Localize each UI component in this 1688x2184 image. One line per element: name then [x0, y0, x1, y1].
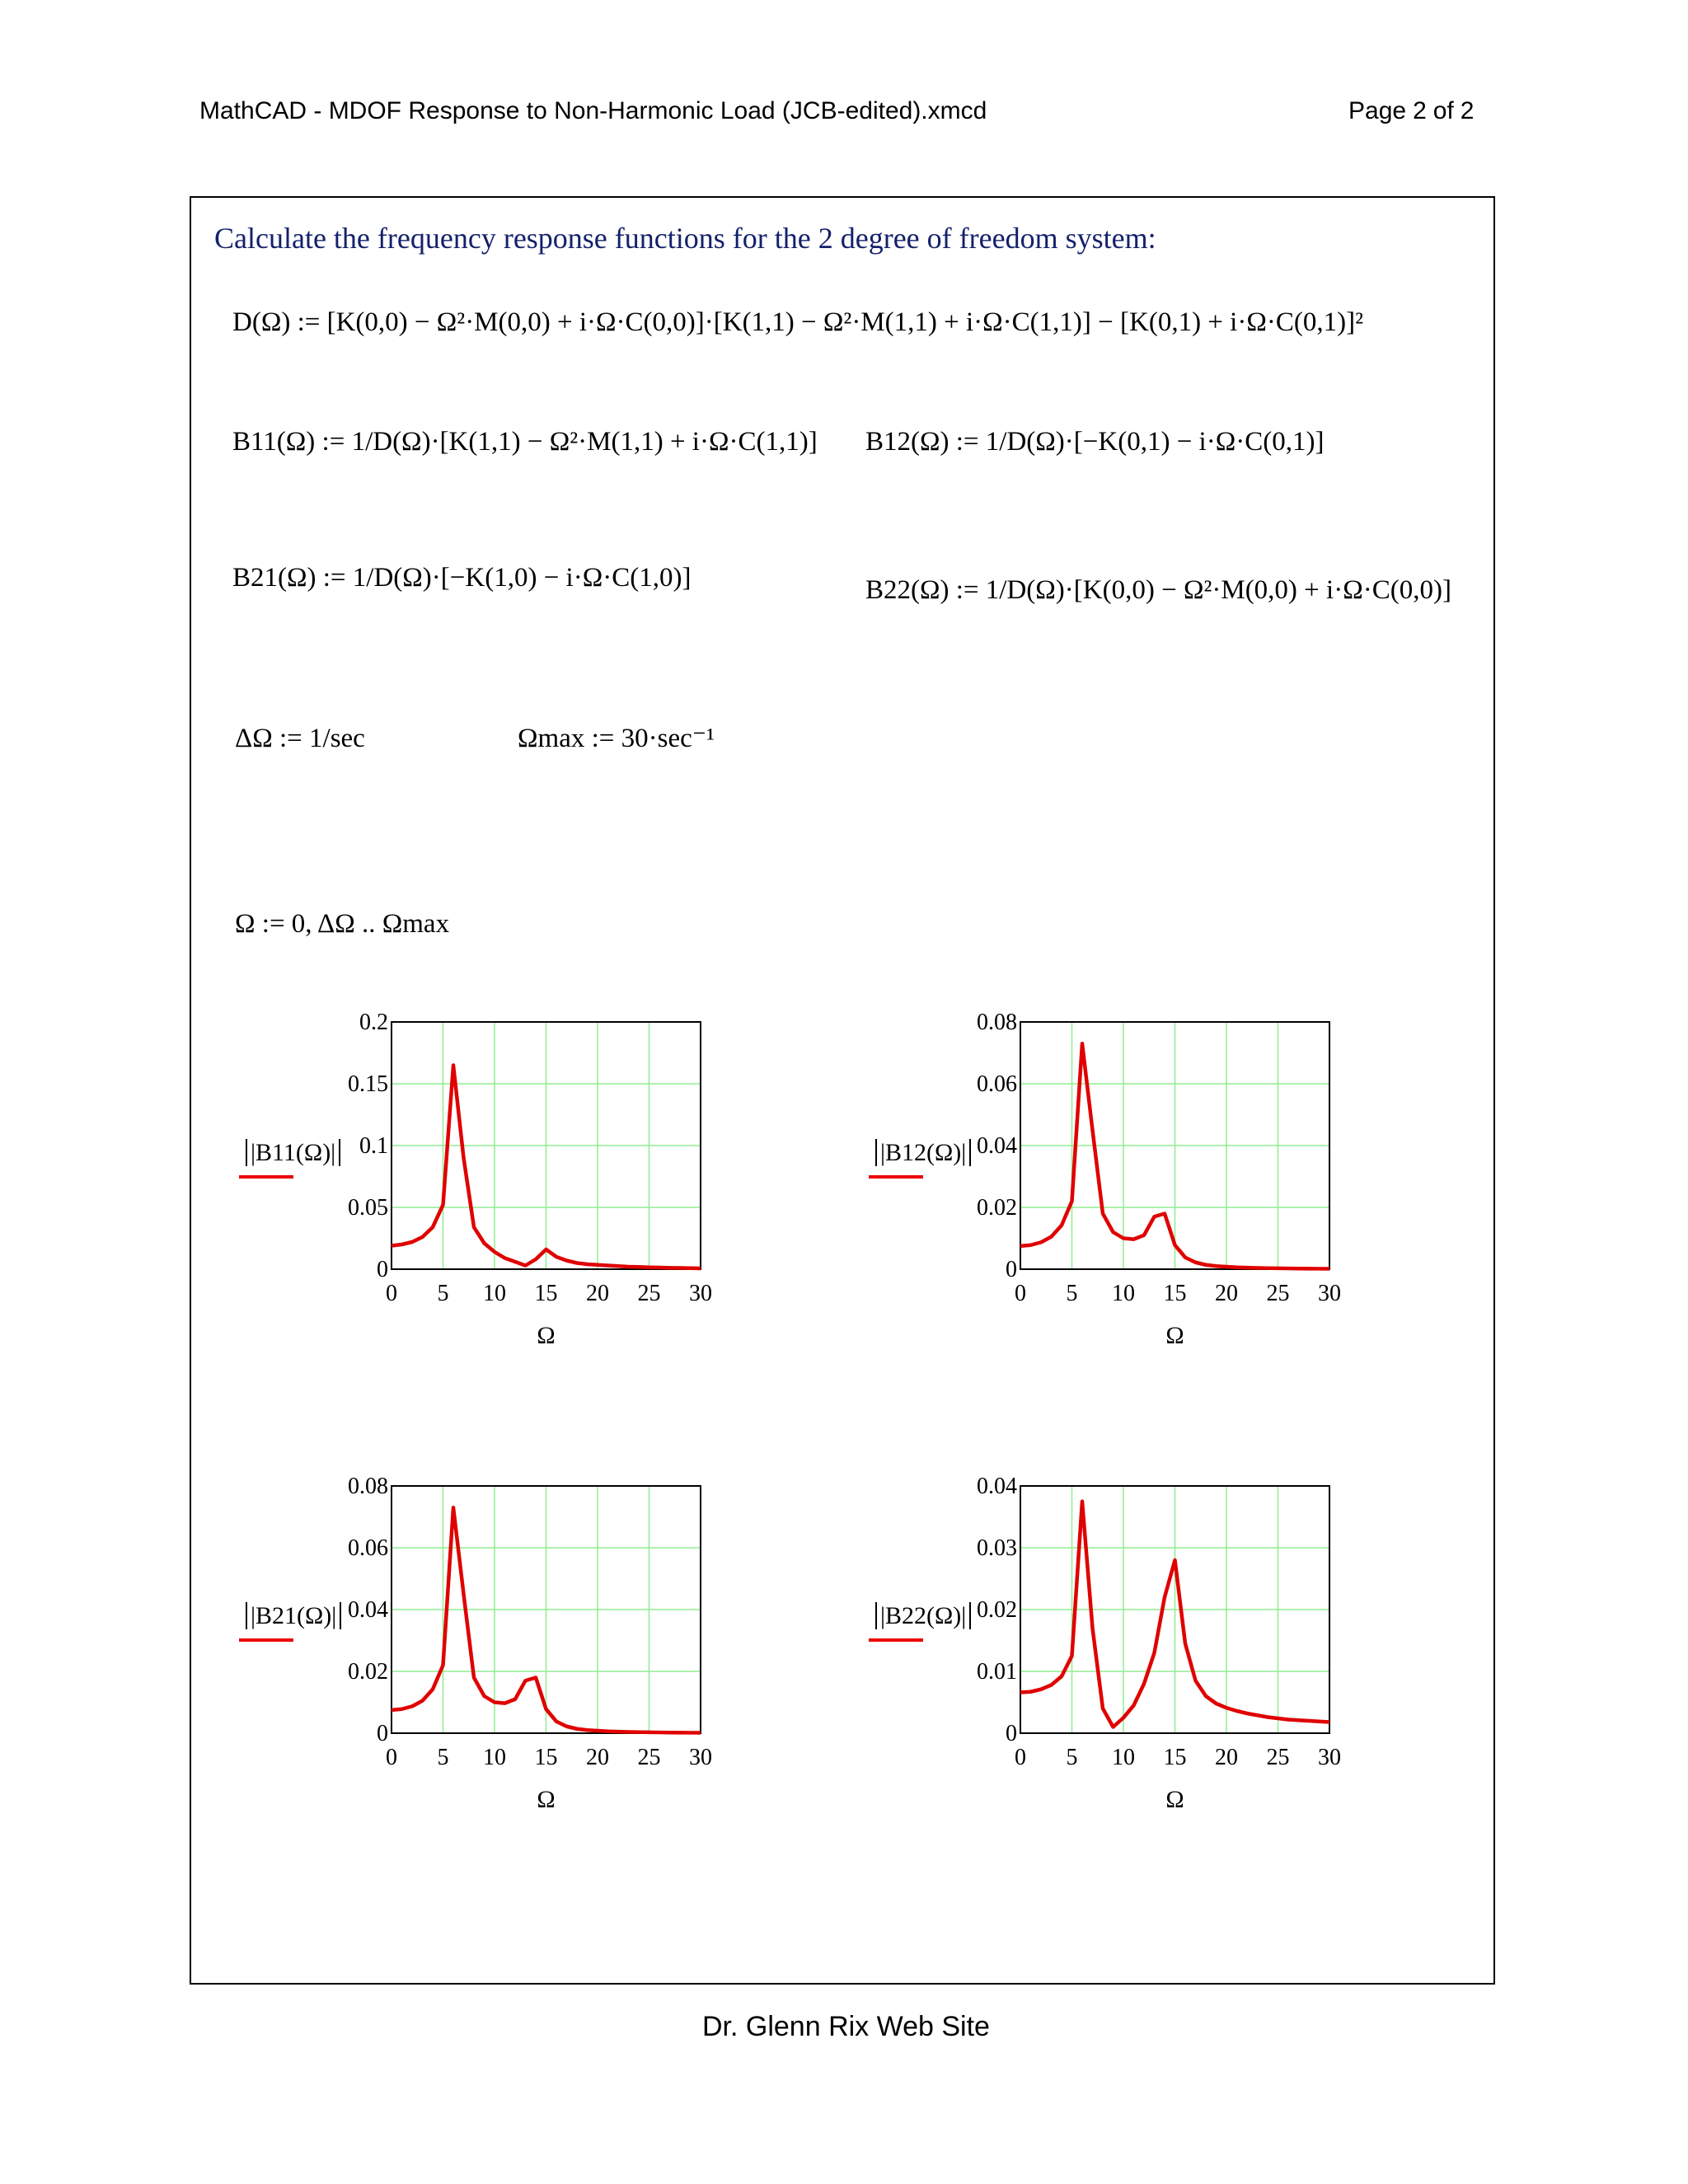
legend-line-B21	[239, 1638, 293, 1642]
document-title: MathCAD - MDOF Response to Non-Harmonic Load (JCB-edited).xmcd	[199, 97, 987, 124]
footer-text: Dr. Glenn Rix Web Site	[702, 2011, 990, 2042]
y-tick-label: 0	[1006, 1257, 1017, 1282]
y-tick-label: 0	[1006, 1721, 1017, 1746]
x-tick-label: 30	[689, 1745, 712, 1770]
equation-delta-omega: ΔΩ := 1/sec	[235, 724, 365, 753]
y-tick-label: 0.02	[977, 1195, 1017, 1221]
x-tick-label: 10	[1112, 1281, 1135, 1306]
y-tick-label: 0.15	[348, 1071, 388, 1097]
x-tick-label: 20	[586, 1745, 609, 1770]
x-tick-label: 15	[1163, 1281, 1187, 1306]
plot-label-B12: |B12(Ω)|	[875, 1139, 971, 1167]
plot-B11	[330, 1010, 717, 1364]
y-tick-label: 0.2	[359, 1010, 388, 1035]
x-tick-label: 25	[1266, 1745, 1290, 1770]
plot-B21	[330, 1474, 717, 1828]
y-tick-label: 0	[377, 1721, 388, 1746]
page-number: 2	[1413, 97, 1427, 124]
y-tick-label: 0.04	[348, 1597, 388, 1623]
y-tick-label: 0.03	[977, 1535, 1017, 1561]
equation-B12: B12(Ω) := 1/D(Ω)·[−K(0,1) − i·Ω·C(0,1)]	[865, 427, 1325, 457]
x-tick-label: 10	[1112, 1745, 1135, 1770]
of-word: of	[1432, 97, 1454, 124]
page-word: Page	[1348, 97, 1407, 124]
y-tick-label: 0.02	[348, 1659, 388, 1685]
intro-text: Calculate the frequency response functions for the 2 degree of freedom system:	[214, 222, 1156, 255]
x-tick-label: 20	[586, 1281, 609, 1306]
y-tick-label: 0.01	[977, 1659, 1017, 1685]
y-tick-label: 0.05	[348, 1195, 388, 1221]
x-tick-label: 5	[437, 1281, 449, 1306]
x-tick-label: 5	[437, 1745, 449, 1770]
legend-line-B12	[869, 1175, 923, 1179]
equation-omega-range: Ω := 0, ΔΩ .. Ωmax	[235, 909, 450, 939]
plot-label-B22: |B22(Ω)|	[875, 1602, 971, 1630]
y-tick-label: 0.04	[977, 1474, 1017, 1499]
x-tick-label: 10	[483, 1281, 506, 1306]
x-tick-label: 15	[534, 1281, 558, 1306]
page-indicator	[1348, 97, 1480, 125]
equation-omega-max: Ωmax := 30·sec⁻¹	[518, 724, 715, 753]
legend-line-B11	[239, 1175, 293, 1179]
x-tick-label: 20	[1215, 1281, 1238, 1306]
plot-B12	[959, 1010, 1346, 1364]
equation-B21: B21(Ω) := 1/D(Ω)·[−K(1,0) − i·Ω·C(1,0)]	[232, 563, 692, 593]
x-tick-label: 30	[689, 1281, 712, 1306]
x-tick-label: 25	[637, 1745, 661, 1770]
x-axis-label: Ω	[537, 1786, 556, 1813]
y-tick-label: 0.1	[359, 1133, 388, 1159]
x-tick-label: 5	[1066, 1745, 1078, 1770]
x-tick-label: 15	[1163, 1745, 1187, 1770]
x-axis-label: Ω	[1165, 1322, 1184, 1349]
y-tick-label: 0.02	[977, 1597, 1017, 1623]
y-tick-label: 0.08	[348, 1474, 388, 1499]
x-tick-label: 0	[1015, 1281, 1026, 1306]
x-tick-label: 20	[1215, 1745, 1238, 1770]
y-tick-label: 0	[377, 1257, 388, 1282]
y-tick-label: 0.08	[977, 1010, 1017, 1035]
x-axis-label: Ω	[537, 1322, 556, 1349]
plot-B22	[959, 1474, 1346, 1828]
plot-label-B11: |B11(Ω)|	[246, 1139, 340, 1167]
x-axis-label: Ω	[1165, 1786, 1184, 1813]
x-tick-label: 0	[386, 1281, 397, 1306]
x-tick-label: 30	[1318, 1745, 1341, 1770]
x-tick-label: 25	[1266, 1281, 1290, 1306]
equation-B11: B11(Ω) := 1/D(Ω)·[K(1,1) − Ω²·M(1,1) + i·Ω·C(1,1)]	[232, 427, 818, 457]
x-tick-label: 5	[1066, 1281, 1078, 1306]
equation-B22: B22(Ω) := 1/D(Ω)·[K(0,0) − Ω²·M(0,0) + i·Ω·C(0,0)]	[865, 575, 1451, 605]
x-tick-label: 30	[1318, 1281, 1341, 1306]
y-tick-label: 0.06	[348, 1535, 388, 1561]
x-tick-label: 0	[386, 1745, 397, 1770]
x-tick-label: 0	[1015, 1745, 1026, 1770]
x-tick-label: 10	[483, 1745, 506, 1770]
y-tick-label: 0.06	[977, 1071, 1017, 1097]
x-tick-label: 25	[637, 1281, 661, 1306]
plot-label-B21: |B21(Ω)|	[246, 1602, 341, 1630]
page-total: 2	[1460, 97, 1475, 124]
legend-line-B22	[869, 1638, 923, 1642]
x-tick-label: 15	[534, 1745, 558, 1770]
equation-D: D(Ω) := [K(0,0) − Ω²·M(0,0) + i·Ω·C(0,0)]·[K(1,1) − Ω²·M(1,1) + i·Ω·C(1,1)] − [K(0,1) + i·Ω·C(0,1)]²	[232, 307, 1363, 337]
y-tick-label: 0.04	[977, 1133, 1017, 1159]
